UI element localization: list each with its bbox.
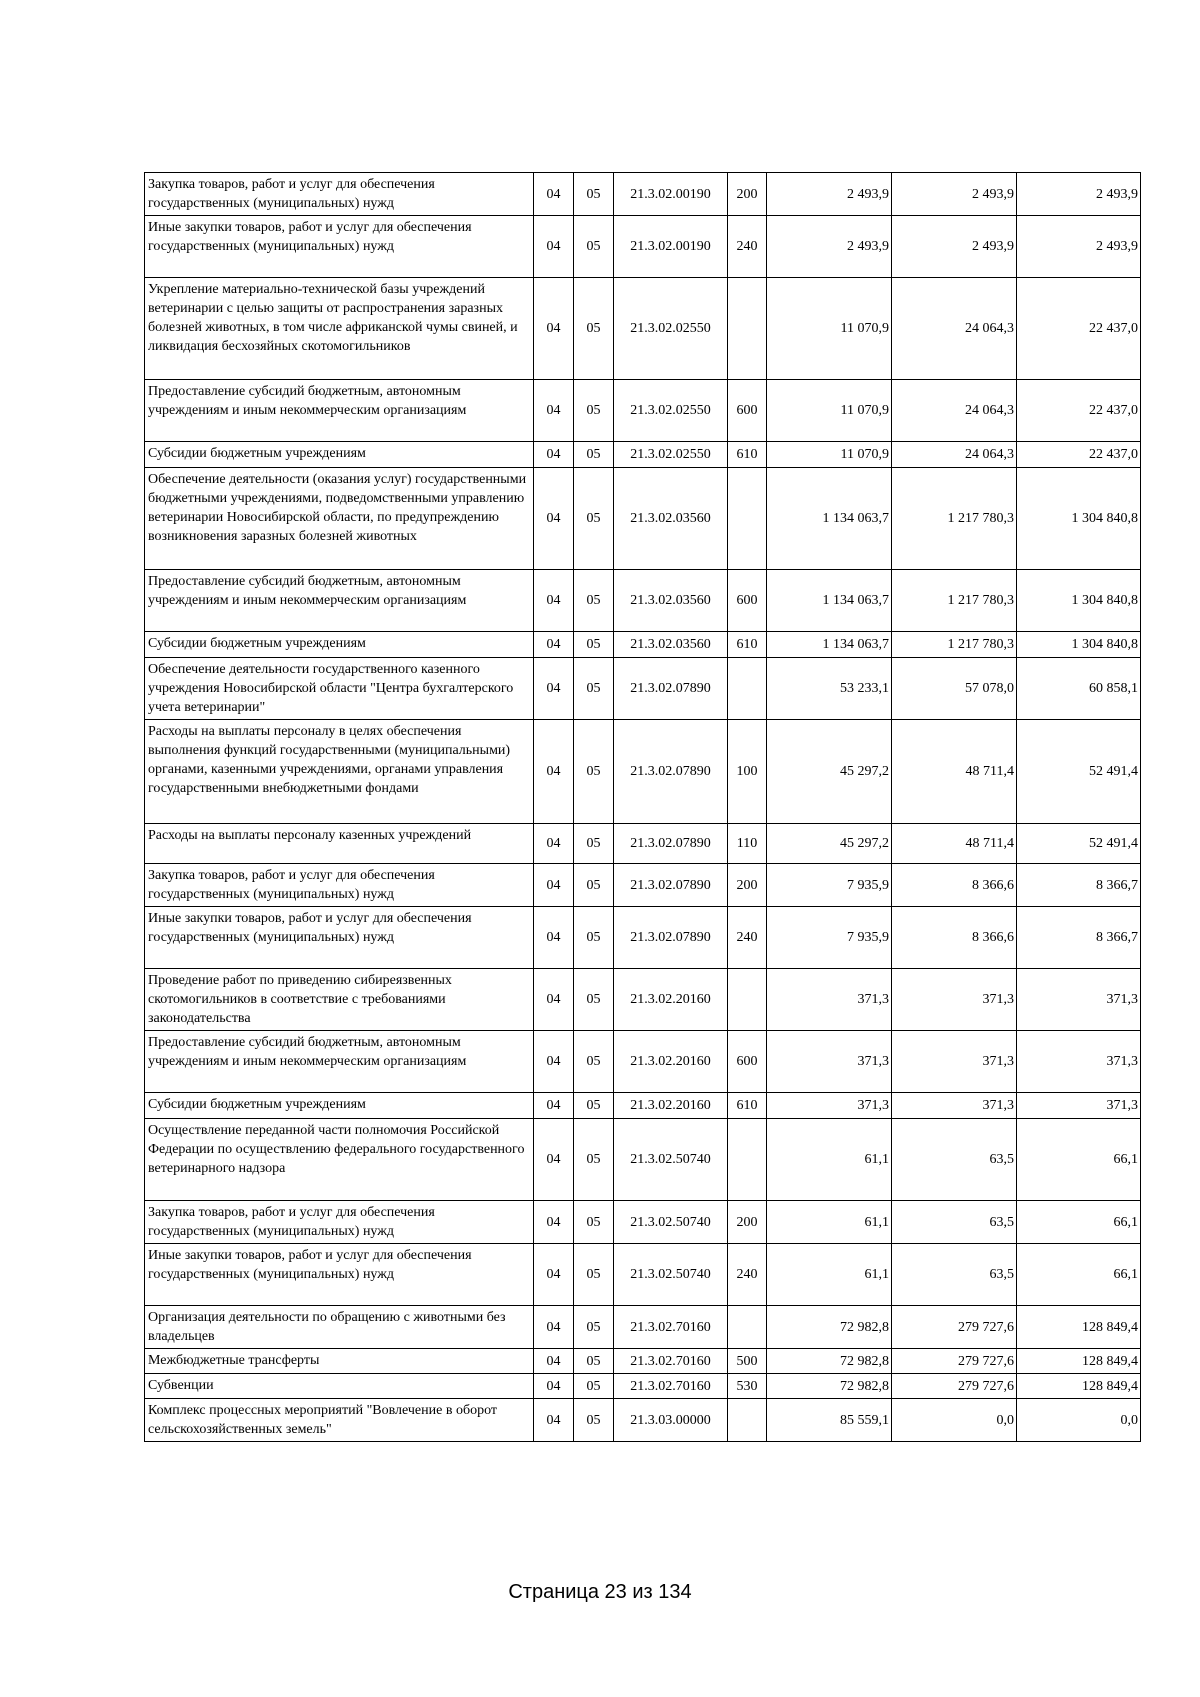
cell-amount-year-1: 2 493,9 [767, 173, 892, 216]
cell-amount-year-3: 66,1 [1017, 1119, 1141, 1201]
cell-amount-year-2: 57 078,0 [892, 658, 1017, 720]
cell-amount-year-1: 7 935,9 [767, 864, 892, 907]
cell-amount-year-3: 371,3 [1017, 1031, 1141, 1093]
table-row [145, 907, 1141, 969]
cell-amount-year-3: 128 849,4 [1017, 1374, 1141, 1399]
cell-section: 04 [534, 1119, 574, 1201]
cell-name: Укрепление материально-технической базы учреждений ветеринарии с целью защиты от распространения заразных болезней животных, в том числе африканской чумы свиней, и ликвидация бесхозяйных скотомогильников [145, 278, 534, 380]
cell-amount-year-3: 0,0 [1017, 1399, 1141, 1442]
cell-amount-year-2: 2 493,9 [892, 216, 1017, 278]
cell-expense-type [728, 1119, 767, 1201]
cell-expense-type: 240 [728, 907, 767, 969]
table-row [145, 1244, 1141, 1306]
table-row [145, 1119, 1141, 1201]
cell-amount-year-2: 8 366,6 [892, 907, 1017, 969]
cell-expense-type: 110 [728, 824, 767, 864]
page-number: Страница 23 из 134 [508, 1581, 692, 1603]
cell-expense-type: 610 [728, 632, 767, 658]
cell-amount-year-1: 45 297,2 [767, 720, 892, 824]
cell-name: Закупка товаров, работ и услуг для обеспечения государственных (муниципальных) нужд [145, 1201, 534, 1244]
table-row [145, 1374, 1141, 1399]
cell-target-article: 21.3.02.07890 [614, 658, 728, 720]
cell-subsection: 05 [574, 824, 614, 864]
cell-subsection: 05 [574, 380, 614, 442]
cell-expense-type: 240 [728, 1244, 767, 1306]
cell-amount-year-3: 2 493,9 [1017, 216, 1141, 278]
cell-section: 04 [534, 468, 574, 570]
cell-amount-year-2: 63,5 [892, 1201, 1017, 1244]
cell-target-article: 21.3.02.50740 [614, 1201, 728, 1244]
cell-subsection: 05 [574, 570, 614, 632]
cell-subsection: 05 [574, 1374, 614, 1399]
cell-section: 04 [534, 1399, 574, 1442]
cell-expense-type: 500 [728, 1349, 767, 1374]
cell-target-article: 21.3.02.02550 [614, 278, 728, 380]
cell-amount-year-1: 45 297,2 [767, 824, 892, 864]
table-row [145, 1031, 1141, 1093]
cell-target-article: 21.3.02.02550 [614, 442, 728, 468]
cell-name: Субсидии бюджетным учреждениям [145, 1093, 534, 1119]
cell-amount-year-2: 1 217 780,3 [892, 570, 1017, 632]
cell-amount-year-3: 52 491,4 [1017, 824, 1141, 864]
cell-amount-year-3: 66,1 [1017, 1201, 1141, 1244]
cell-expense-type: 600 [728, 570, 767, 632]
table-body [145, 173, 1141, 1442]
cell-amount-year-3: 8 366,7 [1017, 907, 1141, 969]
cell-amount-year-3: 128 849,4 [1017, 1306, 1141, 1349]
cell-name: Иные закупки товаров, работ и услуг для обеспечения государственных (муниципальных) нужд [145, 216, 534, 278]
cell-amount-year-2: 371,3 [892, 1031, 1017, 1093]
cell-expense-type: 100 [728, 720, 767, 824]
cell-amount-year-2: 63,5 [892, 1119, 1017, 1201]
cell-section: 04 [534, 216, 574, 278]
cell-name: Субвенции [145, 1374, 534, 1399]
cell-subsection: 05 [574, 1119, 614, 1201]
cell-section: 04 [534, 907, 574, 969]
table-row [145, 658, 1141, 720]
cell-name: Осуществление переданной части полномочия Российской Федерации по осуществлению федерального государственного ветеринарного надзора [145, 1119, 534, 1201]
cell-expense-type: 610 [728, 1093, 767, 1119]
cell-name: Субсидии бюджетным учреждениям [145, 632, 534, 658]
budget-table [144, 172, 1141, 1442]
cell-amount-year-3: 371,3 [1017, 1093, 1141, 1119]
cell-section: 04 [534, 864, 574, 907]
cell-name: Закупка товаров, работ и услуг для обеспечения государственных (муниципальных) нужд [145, 864, 534, 907]
cell-amount-year-3: 22 437,0 [1017, 442, 1141, 468]
cell-expense-type [728, 658, 767, 720]
cell-amount-year-1: 53 233,1 [767, 658, 892, 720]
cell-target-article: 21.3.02.03560 [614, 632, 728, 658]
cell-expense-type: 200 [728, 1201, 767, 1244]
cell-target-article: 21.3.02.07890 [614, 864, 728, 907]
cell-expense-type: 610 [728, 442, 767, 468]
cell-amount-year-2: 279 727,6 [892, 1374, 1017, 1399]
cell-amount-year-1: 61,1 [767, 1201, 892, 1244]
cell-subsection: 05 [574, 1349, 614, 1374]
cell-target-article: 21.3.02.00190 [614, 216, 728, 278]
cell-amount-year-2: 0,0 [892, 1399, 1017, 1442]
cell-section: 04 [534, 173, 574, 216]
cell-amount-year-1: 11 070,9 [767, 442, 892, 468]
cell-name: Предоставление субсидий бюджетным, автономным учреждениям и иным некоммерческим организациям [145, 570, 534, 632]
cell-target-article: 21.3.02.20160 [614, 1093, 728, 1119]
cell-amount-year-3: 52 491,4 [1017, 720, 1141, 824]
cell-amount-year-1: 11 070,9 [767, 278, 892, 380]
cell-amount-year-2: 279 727,6 [892, 1349, 1017, 1374]
cell-subsection: 05 [574, 632, 614, 658]
cell-amount-year-2: 8 366,6 [892, 864, 1017, 907]
cell-section: 04 [534, 380, 574, 442]
table-row [145, 969, 1141, 1031]
cell-amount-year-3: 66,1 [1017, 1244, 1141, 1306]
cell-amount-year-1: 72 982,8 [767, 1374, 892, 1399]
cell-target-article: 21.3.02.70160 [614, 1374, 728, 1399]
cell-amount-year-1: 61,1 [767, 1119, 892, 1201]
cell-amount-year-3: 8 366,7 [1017, 864, 1141, 907]
cell-target-article: 21.3.02.50740 [614, 1119, 728, 1201]
cell-subsection: 05 [574, 1031, 614, 1093]
cell-amount-year-2: 371,3 [892, 1093, 1017, 1119]
cell-section: 04 [534, 1374, 574, 1399]
cell-target-article: 21.3.02.70160 [614, 1349, 728, 1374]
cell-amount-year-2: 2 493,9 [892, 173, 1017, 216]
cell-amount-year-1: 371,3 [767, 1093, 892, 1119]
cell-name: Закупка товаров, работ и услуг для обеспечения государственных (муниципальных) нужд [145, 173, 534, 216]
table-row [145, 570, 1141, 632]
cell-name: Обеспечение деятельности государственного казенного учреждения Новосибирской области "Центра бухгалтерского учета ветеринарии" [145, 658, 534, 720]
cell-amount-year-1: 1 134 063,7 [767, 632, 892, 658]
cell-amount-year-2: 279 727,6 [892, 1306, 1017, 1349]
cell-amount-year-1: 72 982,8 [767, 1306, 892, 1349]
cell-section: 04 [534, 969, 574, 1031]
cell-amount-year-1: 7 935,9 [767, 907, 892, 969]
cell-amount-year-3: 1 304 840,8 [1017, 570, 1141, 632]
cell-amount-year-1: 72 982,8 [767, 1349, 892, 1374]
cell-amount-year-2: 1 217 780,3 [892, 632, 1017, 658]
cell-name: Обеспечение деятельности (оказания услуг) государственными бюджетными учреждениями, подведомственными управлению ветеринарии Новосибирской области, по предупреждению возникновения заразных болезней животных [145, 468, 534, 570]
cell-section: 04 [534, 720, 574, 824]
cell-expense-type: 200 [728, 864, 767, 907]
table-row [145, 824, 1141, 864]
cell-name: Субсидии бюджетным учреждениям [145, 442, 534, 468]
cell-name: Расходы на выплаты персоналу казенных учреждений [145, 824, 534, 864]
table-row [145, 1201, 1141, 1244]
cell-amount-year-2: 24 064,3 [892, 442, 1017, 468]
cell-name: Комплекс процессных мероприятий "Вовлечение в оборот сельскохозяйственных земель" [145, 1399, 534, 1442]
cell-target-article: 21.3.02.07890 [614, 907, 728, 969]
cell-subsection: 05 [574, 720, 614, 824]
cell-expense-type [728, 1399, 767, 1442]
table-row [145, 173, 1141, 216]
cell-subsection: 05 [574, 1201, 614, 1244]
cell-subsection: 05 [574, 864, 614, 907]
cell-amount-year-1: 11 070,9 [767, 380, 892, 442]
cell-section: 04 [534, 570, 574, 632]
cell-expense-type [728, 278, 767, 380]
cell-target-article: 21.3.02.20160 [614, 969, 728, 1031]
cell-amount-year-3: 371,3 [1017, 969, 1141, 1031]
cell-section: 04 [534, 442, 574, 468]
cell-amount-year-3: 128 849,4 [1017, 1349, 1141, 1374]
cell-section: 04 [534, 1306, 574, 1349]
cell-subsection: 05 [574, 1244, 614, 1306]
table-row [145, 278, 1141, 380]
cell-amount-year-1: 85 559,1 [767, 1399, 892, 1442]
cell-section: 04 [534, 1349, 574, 1374]
cell-target-article: 21.3.02.20160 [614, 1031, 728, 1093]
cell-name: Иные закупки товаров, работ и услуг для обеспечения государственных (муниципальных) нужд [145, 907, 534, 969]
table-row [145, 442, 1141, 468]
cell-amount-year-3: 2 493,9 [1017, 173, 1141, 216]
cell-expense-type [728, 468, 767, 570]
cell-target-article: 21.3.02.00190 [614, 173, 728, 216]
cell-name: Расходы на выплаты персоналу в целях обеспечения выполнения функций государственными (муниципальными) органами, казенными учреждениями, органами управления государственными внебюджетными фондами [145, 720, 534, 824]
cell-amount-year-2: 1 217 780,3 [892, 468, 1017, 570]
cell-amount-year-2: 24 064,3 [892, 380, 1017, 442]
cell-expense-type: 600 [728, 380, 767, 442]
table-row [145, 1093, 1141, 1119]
cell-name: Проведение работ по приведению сибиреязвенных скотомогильников в соответствие с требованиями законодательства [145, 969, 534, 1031]
cell-target-article: 21.3.02.03560 [614, 468, 728, 570]
table-row [145, 1349, 1141, 1374]
table-row [145, 1399, 1141, 1442]
table-row [145, 468, 1141, 570]
cell-amount-year-3: 22 437,0 [1017, 278, 1141, 380]
table-row [145, 720, 1141, 824]
cell-target-article: 21.3.02.03560 [614, 570, 728, 632]
cell-subsection: 05 [574, 1399, 614, 1442]
table-row [145, 380, 1141, 442]
cell-section: 04 [534, 1031, 574, 1093]
cell-amount-year-1: 371,3 [767, 969, 892, 1031]
cell-amount-year-2: 371,3 [892, 969, 1017, 1031]
cell-section: 04 [534, 824, 574, 864]
cell-expense-type: 530 [728, 1374, 767, 1399]
cell-expense-type [728, 969, 767, 1031]
cell-amount-year-1: 1 134 063,7 [767, 468, 892, 570]
cell-subsection: 05 [574, 1093, 614, 1119]
cell-target-article: 21.3.02.02550 [614, 380, 728, 442]
cell-amount-year-1: 61,1 [767, 1244, 892, 1306]
cell-name: Организация деятельности по обращению с животными без владельцев [145, 1306, 534, 1349]
cell-target-article: 21.3.03.00000 [614, 1399, 728, 1442]
cell-section: 04 [534, 1244, 574, 1306]
cell-amount-year-3: 60 858,1 [1017, 658, 1141, 720]
cell-subsection: 05 [574, 173, 614, 216]
cell-expense-type: 600 [728, 1031, 767, 1093]
cell-subsection: 05 [574, 278, 614, 380]
cell-subsection: 05 [574, 468, 614, 570]
table-row [145, 632, 1141, 658]
cell-subsection: 05 [574, 969, 614, 1031]
cell-amount-year-3: 1 304 840,8 [1017, 468, 1141, 570]
cell-amount-year-1: 2 493,9 [767, 216, 892, 278]
cell-name: Иные закупки товаров, работ и услуг для обеспечения государственных (муниципальных) нужд [145, 1244, 534, 1306]
cell-expense-type [728, 1306, 767, 1349]
cell-section: 04 [534, 278, 574, 380]
table-row [145, 864, 1141, 907]
cell-subsection: 05 [574, 907, 614, 969]
cell-amount-year-1: 371,3 [767, 1031, 892, 1093]
cell-section: 04 [534, 658, 574, 720]
cell-name: Предоставление субсидий бюджетным, автономным учреждениям и иным некоммерческим организациям [145, 1031, 534, 1093]
cell-amount-year-2: 48 711,4 [892, 824, 1017, 864]
cell-amount-year-3: 1 304 840,8 [1017, 632, 1141, 658]
cell-subsection: 05 [574, 1306, 614, 1349]
cell-amount-year-2: 48 711,4 [892, 720, 1017, 824]
cell-subsection: 05 [574, 442, 614, 468]
cell-target-article: 21.3.02.07890 [614, 824, 728, 864]
cell-amount-year-2: 63,5 [892, 1244, 1017, 1306]
cell-amount-year-2: 24 064,3 [892, 278, 1017, 380]
cell-section: 04 [534, 1201, 574, 1244]
cell-name: Межбюджетные трансферты [145, 1349, 534, 1374]
cell-target-article: 21.3.02.70160 [614, 1306, 728, 1349]
cell-amount-year-3: 22 437,0 [1017, 380, 1141, 442]
cell-expense-type: 240 [728, 216, 767, 278]
table-row [145, 216, 1141, 278]
cell-target-article: 21.3.02.07890 [614, 720, 728, 824]
cell-section: 04 [534, 1093, 574, 1119]
cell-name: Предоставление субсидий бюджетным, автономным учреждениям и иным некоммерческим организациям [145, 380, 534, 442]
cell-subsection: 05 [574, 216, 614, 278]
cell-subsection: 05 [574, 658, 614, 720]
cell-target-article: 21.3.02.50740 [614, 1244, 728, 1306]
cell-amount-year-1: 1 134 063,7 [767, 570, 892, 632]
cell-expense-type: 200 [728, 173, 767, 216]
table-row [145, 1306, 1141, 1349]
cell-section: 04 [534, 632, 574, 658]
